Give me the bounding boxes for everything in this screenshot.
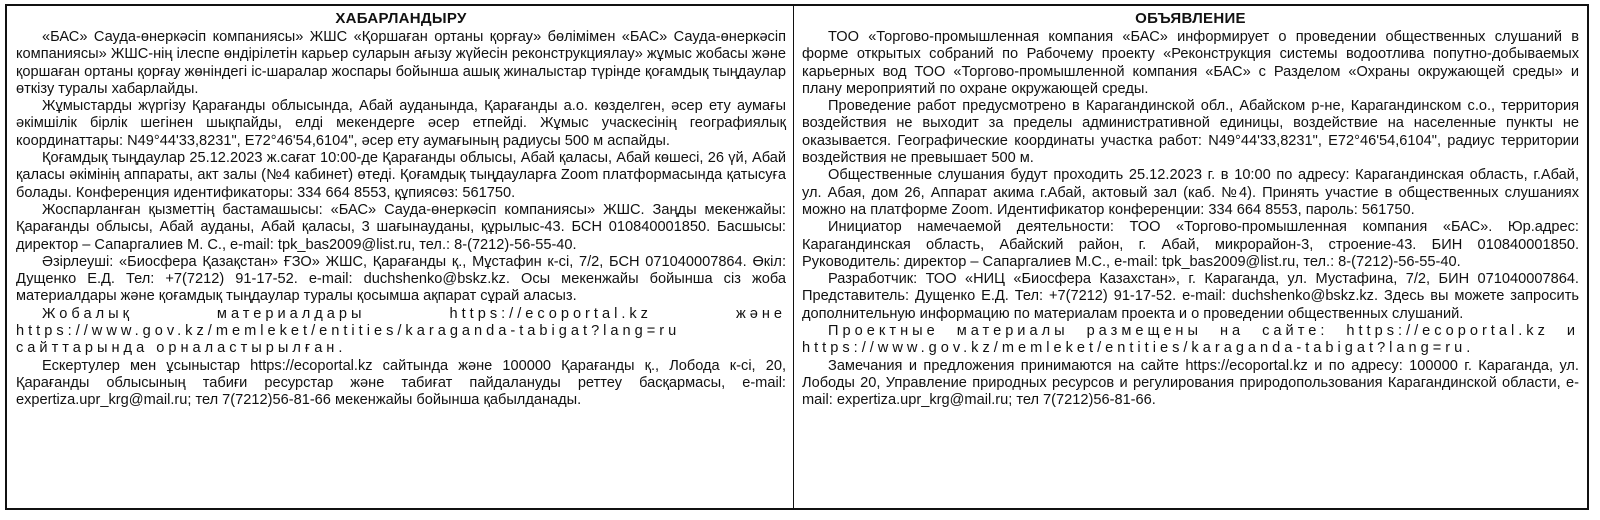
russian-paragraph-hearing: Общественные слушания будут проходить 25.12.2023 г. в 10:00 по адресу: Карагандинская область, г.Абай, ул. Абая, дом 26, Аппарат акима г.Абай, актовый зал (каб. №4). Принять участие в общественных слушаниях можно на платформе Zoom. Идентификатор конференции: 334 664 8553, пароль: 561750. [802, 167, 1579, 218]
russian-paragraph-location: Проведение работ предусмотрено в Карагандинской обл., Абайском р-не, Карагандинском с.о., территория воздействия не выходит за пределы административной единицы, воздействие на населенные пункты не оказывается. Географические координаты участка работ: N49°44'33,8231", E72°46'54,6104", радиус территории воздействия не превышает 500 м. [802, 98, 1579, 167]
russian-paragraph-initiator: Инициатор намечаемой деятельности: ТОО «Торгово-промышленная компания «БАС». Юр.адрес: Карагандинская область, Абайский район, г. Абай, микрорайон-3, строение-43. БИН 010840001850. Руководитель: директор – Сапаргалиев М.С., e-mail: tpk_bas2009@list.ru, тел.: 8-(7212)-56-55-40. [802, 219, 1579, 270]
announcement-frame [5, 4, 1589, 510]
kazakh-paragraph-developer: Әзірлеуші: «Биосфера Қазақстан» ҒЗО» ЖШС, Қарағанды қ., Мұстафин к-сі, 7/2, БСН 071040007864. Өкіл: Дущенко Е.Д. Тел: +7(7212) 91-17-52. e-mail: duchshenko@bskz.kz. Осы мекенжайы бойынша сіз жоба материалдары және қоғамдық тыңдаулар туралы қосымша ақпарат сұрай аласыз. [16, 253, 786, 305]
kazakh-paragraph-remarks: Ескертулер мен ұсыныстар https://ecoportal.kz сайтында және 100000 Қарағанды қ., Лобода к-сі, 20, Қарағанды облысының табиғи ресурстар және табиғат пайдалануды реттеу басқармасы, e-mail: expertiza.upr_krg@mail.ru; тел 7(7212)56-81-66 мекенжайы бойынша қабылданады. [16, 357, 786, 409]
russian-paragraph-developer: Разработчик: ТОО «НИЦ «Биосфера Казахстан», г. Караганда, ул. Мустафина, 7/2, БИН 071040007864. Представитель: Дущенко Е.Д. Тел: +7(7212) 91-17-52. e-mail: duchshenko@bskz.kz. Здесь вы можете запросить дополнительную информацию по материалам проекта и о проведении общественных слушаний. [802, 271, 1579, 322]
russian-paragraph-materials: Проектные материалы размещены на сайте: https://ecoportal.kz и https://www.gov.kz/memleket/entities/karaganda-tabigat?lang=ru. [802, 323, 1579, 357]
column-divider [793, 6, 794, 508]
kazakh-paragraph-intro: «БАС» Сауда-өнеркәсіп компаниясы» ЖШС «Қоршаған ортаны қорғау» бөлімімен «БАС» Сауда-өнеркәсіп компаниясы» ЖШС-нің ілеспе өндірілетін карьер суларын ағызу жүйесін реконструкциялау» жұмыс жобасы және қоршаған ортаны қорғау жөніндегі іс-шаралар жоспары бойынша ашық жиналыстар түрінде қоғамдық тыңдаулар өткізу туралы хабарлайды. [16, 29, 786, 97]
kazakh-title: ХАБАРЛАНДЫРУ [335, 10, 467, 27]
kazakh-column [16, 10, 786, 410]
kazakh-paragraph-initiator: Жоспарланған қызметтің бастамашысы: «БАС» Сауда-өнеркәсіп компаниясы» ЖШС. Заңды мекенжайы: Қарағанды облысы, Абай ауданы, Абай қаласы, 3 шағынауданы, құрылыс-43. БСН 010840001850. Басшысы: директор – Сапаргалиев М. С., e-mail: tpk_bas2009@list.ru, тел.: 8-(7212)-56-55-40. [16, 201, 786, 253]
russian-title: ОБЪЯВЛЕНИЕ [1135, 10, 1246, 27]
russian-column [802, 10, 1579, 410]
kazakh-paragraph-hearing: Қоғамдық тыңдаулар 25.12.2023 ж.сағат 10:00-де Қарағанды облысы, Абай қаласы, Абай көшесі, 26 үй, Абай қаласы әкімінің аппараты, акт залы (№4 кабинет) өтеді. Қоғамдық тыңдауларға Zoom платформасында қатысуға болады. Конференция идентификаторы: 334 664 8553, құпиясөз: 561750. [16, 150, 786, 201]
russian-paragraph-remarks: Замечания и предложения принимаются на сайте https://ecoportal.kz и по адресу: 100000 г. Караганда, ул. Лободы 20, Управление природных ресурсов и регулирования природопользования Карагандинской области, e-mail: expertiza.upr_krg@mail.ru; тел 7(7212)56-81-66. [802, 357, 1579, 409]
kazakh-paragraph-materials: Жобалық материалдары https://ecoportal.kz және https://www.gov.kz/memleket/entities/karaganda-tabigat?lang=ru сайттарында орналастырылған. [16, 305, 786, 357]
russian-paragraph-intro: ТОО «Торгово-промышленная компания «БАС» информирует о проведении общественных слушаний в форме открытых собраний по Рабочему проекту «Реконструкция системы водоотлива попутно-добываемых карьерных вод ТОО «Торгово-промышленной компания «БАС» с Разделом «Охраны окружающей среды» и плану мероприятий по охране окружающей среды. [802, 29, 1579, 97]
kazakh-paragraph-location: Жұмыстарды жүргізу Қарағанды облысында, Абай ауданында, Қарағанды а.о. көзделген, әсер ету аумағы әкімшілік бірлік шегінен шықпайды, елді мекендерге әсер етпейді. Жұмыс учаскесінің географиялық координаттары: N49°44'33,8231", E72°46'54,6104", әсер ету аумағының радиусы 500 м аспайды. [16, 98, 786, 149]
